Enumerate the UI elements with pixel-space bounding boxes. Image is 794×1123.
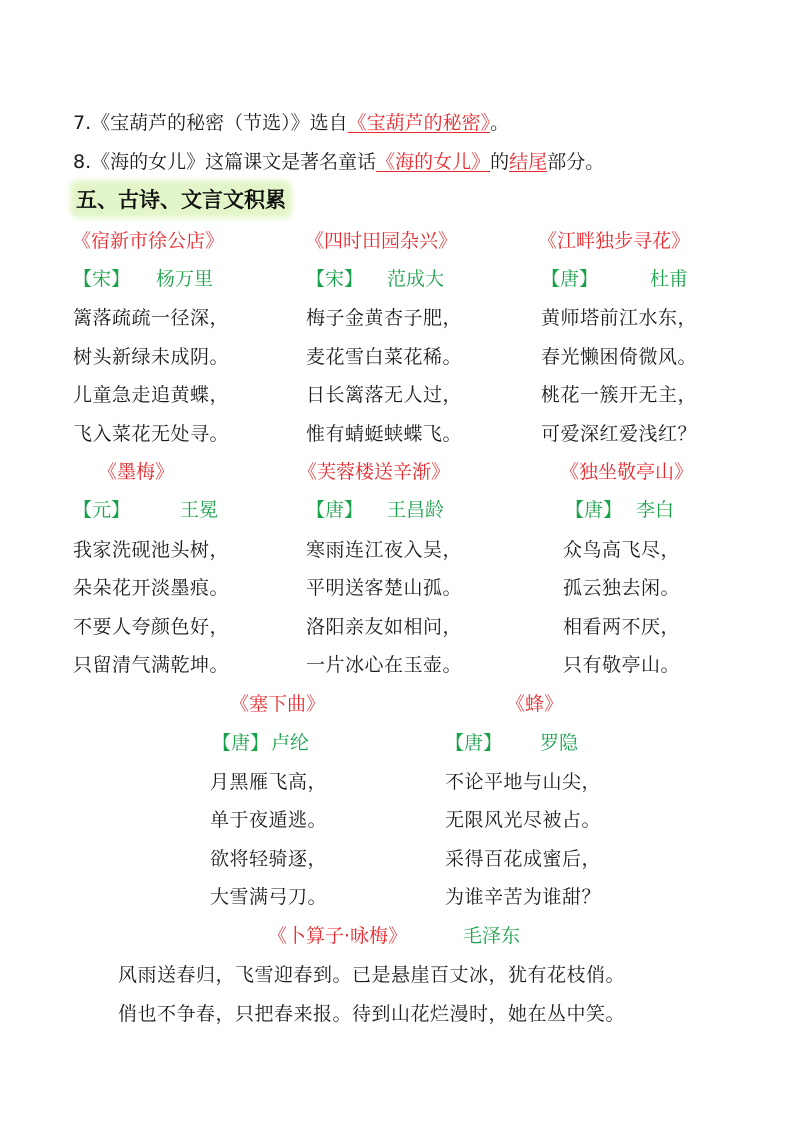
poem-line: 欲将轻骑逐， xyxy=(210,848,328,870)
item-7-suffix: 。 xyxy=(490,112,510,134)
poem-line: 飞入菜花无处寻。 xyxy=(73,423,230,445)
poem-line: 桃花一簇开无主， xyxy=(541,384,698,406)
ci-line: 俏也不争春，只把春来报。待到山花烂漫时，她在丛中笑。 xyxy=(118,1003,626,1025)
poem-dynasty: 【唐】 xyxy=(306,499,364,521)
poem-title: 《江畔独步寻花》 xyxy=(538,230,691,252)
poem-line: 春光懒困倚微风。 xyxy=(541,346,698,368)
poem-line: 梅子金黄杏子肥， xyxy=(306,307,463,329)
poem-author xyxy=(73,495,218,522)
poem-author xyxy=(73,264,213,291)
poem-author-name: 杜甫 xyxy=(650,268,689,290)
poem-line: 一片冰心在玉壶。 xyxy=(306,654,463,676)
ci-title: 《卜算子·咏梅》 xyxy=(268,925,408,947)
poem-line: 朵朵花开淡墨痕。 xyxy=(73,577,230,599)
poem-author xyxy=(212,728,309,755)
poem-line: 不论平地与山尖， xyxy=(445,771,602,793)
ci-line: 风雨送春归，飞雪迎春到。已是悬崖百丈冰，犹有花枝俏。 xyxy=(118,964,626,986)
item-8-answer-1: 《海的女儿》 xyxy=(376,151,491,173)
poem-line: 惟有蜻蜓蛱蝶飞。 xyxy=(306,423,463,445)
poem-line: 只有敬亭山。 xyxy=(563,654,681,676)
poem-title: 《宿新市徐公店》 xyxy=(72,230,225,252)
poem-dynasty: 【唐】 xyxy=(565,499,623,521)
poem-line: 树头新绿未成阴。 xyxy=(73,346,230,368)
poem-line: 相看两不厌， xyxy=(563,616,681,638)
poem-title: 《塞下曲》 xyxy=(230,693,326,715)
poem-line: 我家洗砚池头树， xyxy=(73,539,230,561)
poem-line: 只留清气满乾坤。 xyxy=(73,654,230,676)
poem-author-name: 王昌龄 xyxy=(387,499,445,521)
poem-title: 《芙蓉楼送辛渐》 xyxy=(298,461,451,483)
poem-dynasty: 【唐】 xyxy=(445,732,503,754)
poem-author xyxy=(306,264,444,291)
item-8-suffix: 部分。 xyxy=(547,151,605,173)
poem-dynasty: 【元】 xyxy=(73,499,131,521)
poem-line: 儿童急走追黄蝶， xyxy=(73,384,230,406)
poem-line: 可爱深红爱浅红？ xyxy=(541,423,698,445)
poem-line: 篱落疏疏一径深， xyxy=(73,307,230,329)
item-7 xyxy=(73,108,509,135)
poem-title: 《蜂》 xyxy=(506,693,564,715)
item-7-prefix: 7.《宝葫芦的秘密（节选）》选自 xyxy=(73,112,348,134)
poem-author xyxy=(445,728,578,755)
poem-author xyxy=(565,495,674,522)
poem-dynasty: 【唐】 xyxy=(212,732,270,754)
item-8-middle: 的 xyxy=(490,151,510,173)
poem-line: 孤云独去闲。 xyxy=(563,577,681,599)
item-8-answer-2: 结尾 xyxy=(509,151,548,173)
ci-author: 毛泽东 xyxy=(463,925,521,947)
poem-line: 不要人夸颜色好， xyxy=(73,616,230,638)
poem-author-name: 罗隐 xyxy=(540,732,579,754)
poem-line: 单于夜遁逃。 xyxy=(210,809,328,831)
poem-line: 众鸟高飞尽， xyxy=(563,539,681,561)
poem-line: 洛阳亲友如相问， xyxy=(306,616,463,638)
poem-author-name: 李白 xyxy=(636,499,675,521)
poem-dynasty: 【唐】 xyxy=(541,268,599,290)
poem-title: 《墨梅》 xyxy=(98,461,175,483)
section-title: 五、古诗、文言文积累 xyxy=(74,184,288,214)
item-8 xyxy=(73,147,604,174)
poem-line: 月黑雁飞高， xyxy=(210,771,328,793)
poem-line: 采得百花成蜜后， xyxy=(445,848,602,870)
poem-author-name: 王冕 xyxy=(180,499,219,521)
poem-author-name: 卢纶 xyxy=(271,732,310,754)
poem-line: 寒雨连江夜入吴， xyxy=(306,539,463,561)
poem-line: 黄师塔前江水东， xyxy=(541,307,698,329)
poem-title: 《四时田园杂兴》 xyxy=(305,230,458,252)
poem-line: 大雪满弓刀。 xyxy=(210,886,328,908)
poem-author xyxy=(541,264,688,291)
poem-line: 无限风光尽被占。 xyxy=(445,809,602,831)
poem-line: 平明送客楚山孤。 xyxy=(306,577,463,599)
poem-title: 《独坐敬亭山》 xyxy=(560,461,694,483)
poem-line: 为谁辛苦为谁甜？ xyxy=(445,886,602,908)
poem-author-name: 范成大 xyxy=(387,268,445,290)
poem-dynasty: 【宋】 xyxy=(73,268,131,290)
poem-author-name: 杨万里 xyxy=(156,268,214,290)
item-8-prefix: 8.《海的女儿》这篇课文是著名童话 xyxy=(73,151,377,173)
poem-author xyxy=(306,495,444,522)
poem-line: 麦花雪白菜花稀。 xyxy=(306,346,463,368)
poem-dynasty: 【宋】 xyxy=(306,268,364,290)
item-7-answer: 《宝葫芦的秘密》 xyxy=(347,112,491,134)
poem-line: 日长篱落无人过， xyxy=(306,384,463,406)
